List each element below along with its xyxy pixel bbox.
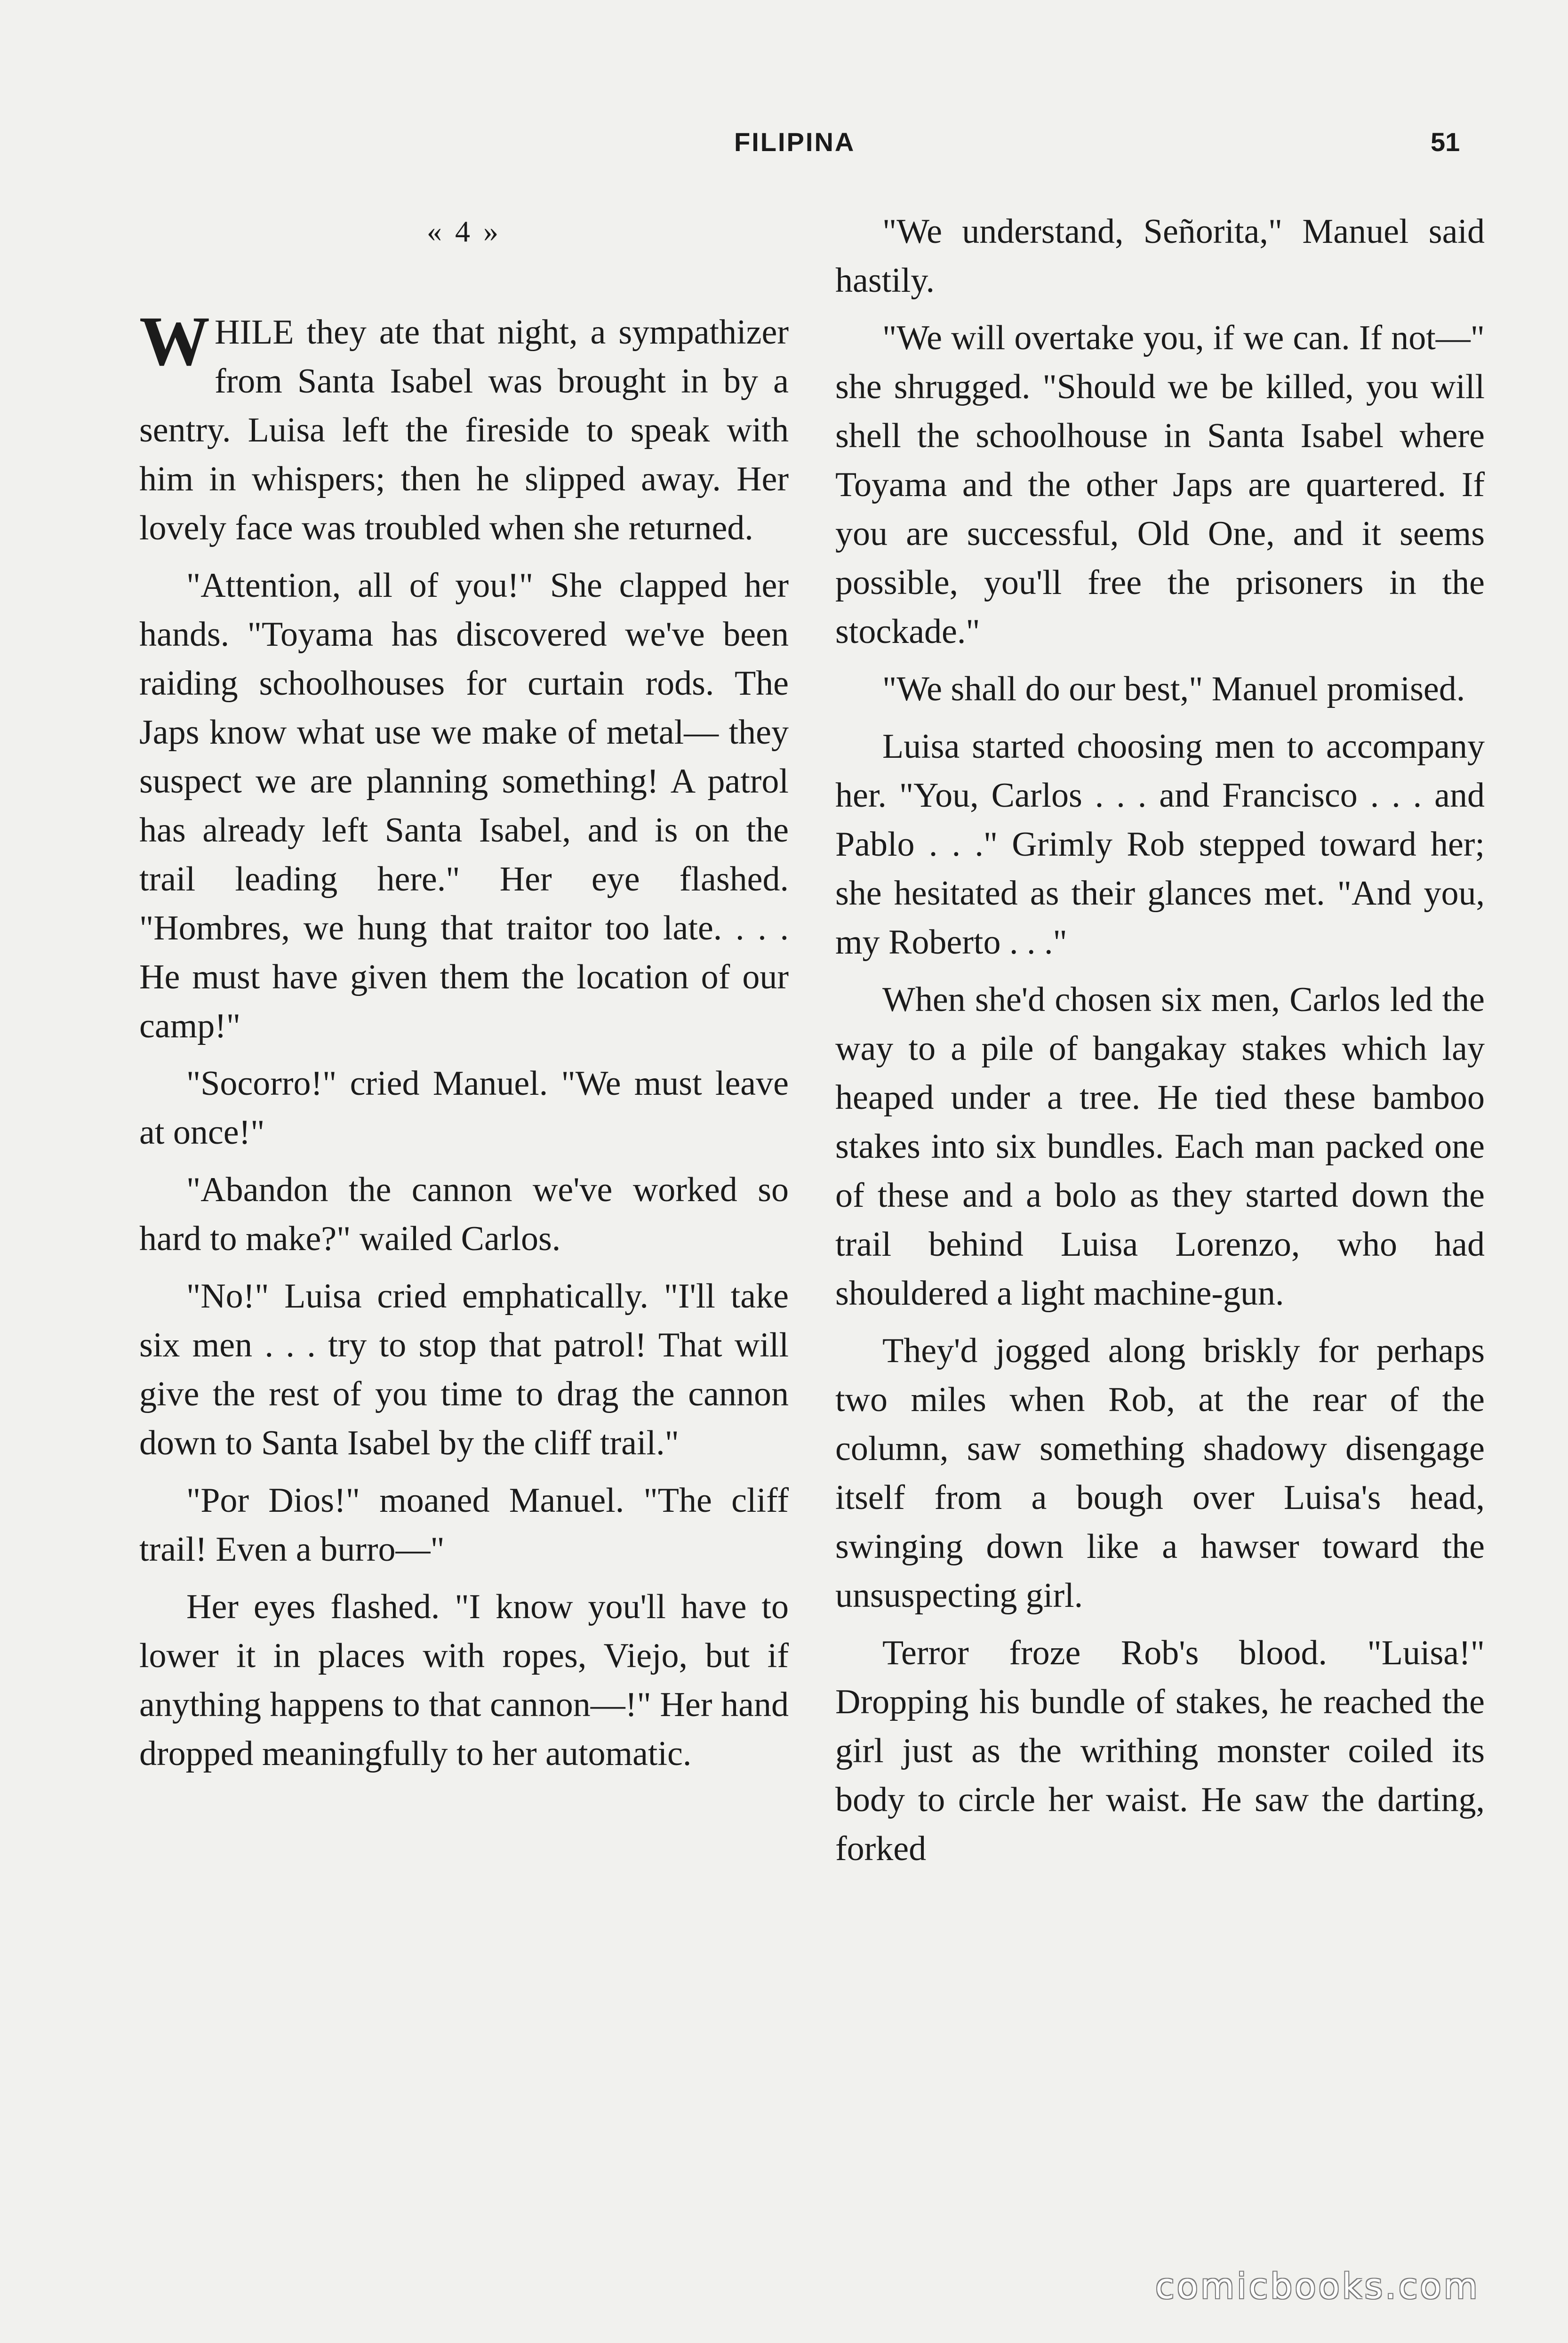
paragraph: "No!" Luisa cried emphatically. "I'll take six men . . . try to stop that patrol! That will give the rest of you time to drag the cannon down to Santa Isabel by the cliff trail."	[139, 1277, 789, 1462]
paragraph: Her eyes flashed. "I know you'll have to lower it in places with ropes, Viejo, but if anything happens to that cannon—!" Her hand dropped meaningfully to her automatic.	[139, 1588, 789, 1773]
paragraph-text: HILE they ate that night, a sympathizer from Santa Isabel was brought in by a sentry. Luisa left the fireside to speak with him in whispers; then he slipped away. Her lovely face was troubled when she returned.	[139, 313, 789, 547]
magazine-title: FILIPINA	[734, 127, 856, 157]
right-column	[835, 207, 1485, 1882]
left-column	[139, 207, 789, 1787]
paragraph: "We understand, Señorita," Manuel said hastily.	[835, 212, 1485, 300]
paragraph: "Por Dios!" moaned Manuel. "The cliff trail! Even a burro—"	[139, 1481, 789, 1569]
paragraph: Luisa started choosing men to accompany her. "You, Carlos . . . and Francisco . . . and Pablo . . ." Grimly Rob stepped toward her; she hesitated as their glances met. "And you, my Roberto . . ."	[835, 727, 1485, 962]
paragraph	[139, 302, 789, 553]
paragraph: "Socorro!" cried Manuel. "We must leave at once!"	[139, 1064, 789, 1152]
paragraph: When she'd chosen six men, Carlos led the way to a pile of bangakay stakes which lay heaped under a tree. He tied these bamboo stakes into six bundles. Each man packed one of these and a bolo as they started down the trail behind Luisa Lorenzo, who had shouldered a light machine-gun.	[835, 980, 1485, 1313]
paragraph: They'd jogged along briskly for perhaps two miles when Rob, at the rear of the column, saw something shadowy disengage itself from a bough over Luisa's head, swinging down like a hawser toward the unsuspecting girl.	[835, 1332, 1485, 1615]
running-header	[0, 123, 1568, 161]
paragraph: "Abandon the cannon we've worked so hard to make?" wailed Carlos.	[139, 1171, 789, 1258]
chapter-marker: « 4 »	[427, 215, 501, 248]
paragraph: "We will overtake you, if we can. If not—" she shrugged. "Should we be killed, you will shell the schoolhouse in Santa Isabel where Toyama and the other Japs are quartered. If you are successful, Old One, and it seems possible, you'll free the prisoners in the stockade."	[835, 319, 1485, 651]
drop-cap: W	[139, 302, 210, 380]
paragraph: "Attention, all of you!" She clapped her hands. "Toyama has discovered we've been raiding schoolhouses for curtain rods. The Japs know what use we make of metal— they suspect we are planning something! A patrol has already left Santa Isabel, and is on the trail leading here." Her eye flashed. "Hombres, we hung that traitor too late. . . . He must have given them the location of our camp!"	[139, 566, 789, 1045]
paragraph: Terror froze Rob's blood. "Luisa!" Dropping his bundle of stakes, he reached the girl just as the writhing monster coiled its body to circle her waist. He saw the darting, forked	[835, 1634, 1485, 1868]
paragraph: "We shall do our best," Manuel promised.	[882, 670, 1465, 708]
watermark: comicbooks.com	[1155, 2266, 1480, 2307]
page-number: 51	[1431, 127, 1460, 157]
